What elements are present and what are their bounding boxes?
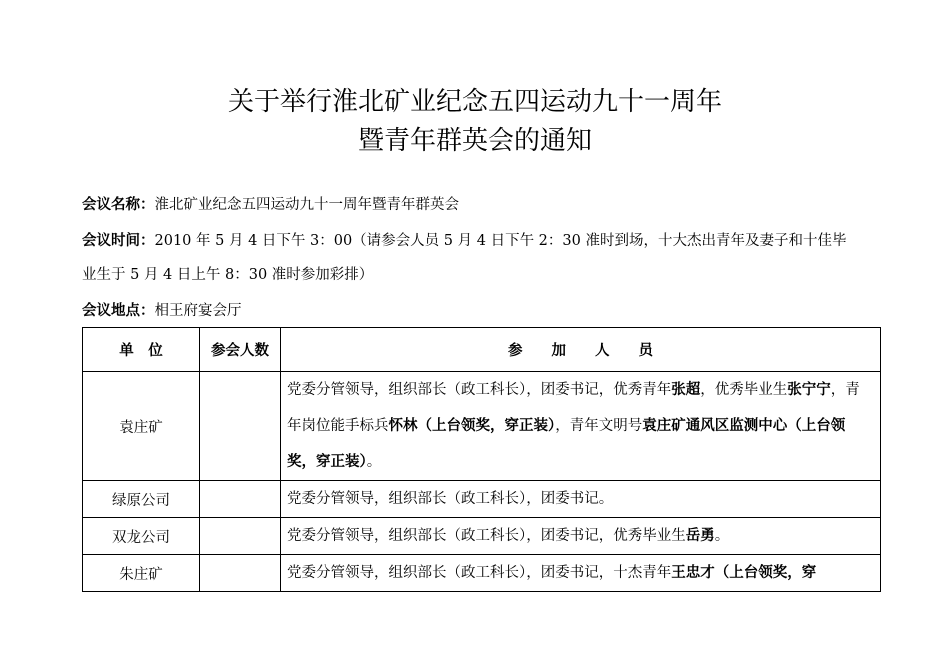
table-row (83, 555, 881, 592)
bold-name-text: 王忠才（上台领奖，穿 (671, 565, 817, 581)
table-row (83, 518, 881, 555)
people-text: 党委分管领导，组织部长（政工科长），团委书记，十杰青年 (287, 565, 672, 581)
people-text: 党委分管领导，组织部长（政工科长），团委书记。 (287, 491, 614, 507)
table-row (83, 372, 881, 481)
count-cell (200, 555, 281, 592)
people-cell (281, 555, 881, 592)
meeting-time-field-cont (82, 265, 882, 285)
people-text: 党委分管领导，组织部长（政工科长），团委书记，优秀青年 (287, 382, 672, 398)
meeting-time-key: 会议时间： (82, 233, 155, 249)
table-row (83, 481, 881, 518)
meeting-name-value: 淮北矿业纪念五四运动九十一周年暨青年群英会 (154, 197, 459, 213)
meeting-time-value-line2: 业生于 5 月 4 日上午 8：30 准时参加彩排） (82, 267, 374, 283)
table-header-row (83, 328, 881, 372)
people-text: 。 (714, 528, 730, 544)
header-people: 参 加 人 员 (281, 328, 881, 372)
bold-name-text: 张宁宁 (787, 382, 831, 398)
meeting-place-key: 会议地点： (82, 303, 155, 319)
people-text: ，优秀毕业生 (700, 382, 788, 398)
notice-title-line1: 关于举行淮北矿业纪念五四运动九十一周年 (227, 87, 722, 117)
unit-cell: 双龙公司 (83, 518, 200, 555)
meeting-place-value: 相王府宴会厅 (154, 303, 242, 319)
meeting-name-key: 会议名称： (82, 197, 155, 213)
people-text: 党委分管领导，组织部长（政工科长），团委书记，优秀毕业生 (287, 528, 686, 544)
meeting-place-field (82, 301, 882, 321)
bold-name-text: 岳勇 (685, 528, 715, 544)
unit-cell: 袁庄矿 (83, 372, 200, 481)
unit-cell: 朱庄矿 (83, 555, 200, 592)
meeting-time-value-line1: 2010 年 5 月 4 日下午 3：00（请参会人员 5 月 4 日下午 2：30 准时到场，十大杰出青年及妻子和十佳毕 (154, 233, 847, 249)
unit-cell: 绿原公司 (83, 481, 200, 518)
bold-name-text: 袁庄矿通风区监测中心（上台领奖，穿正装） (287, 418, 846, 470)
people-cell (281, 518, 881, 555)
header-unit: 单 位 (83, 328, 200, 372)
meeting-time-field (82, 231, 882, 251)
people-text: ，青年文明号 (555, 418, 643, 434)
notice-title-line2: 暨青年群英会的通知 (357, 126, 592, 156)
people-text: 。 (366, 454, 382, 470)
header-count: 参会人数 (200, 328, 281, 372)
count-cell (200, 518, 281, 555)
count-cell (200, 372, 281, 481)
bold-name-text: 张超 (671, 382, 701, 398)
meeting-name-field (82, 195, 882, 215)
bold-name-text: 怀林（上台领奖，穿正装） (388, 418, 556, 434)
people-cell (281, 481, 881, 518)
people-text: ，青年岗位能手标兵 (287, 382, 860, 434)
people-cell-clip (287, 555, 874, 591)
count-cell (200, 481, 281, 518)
attendee-table (82, 327, 881, 592)
people-cell (281, 372, 881, 481)
